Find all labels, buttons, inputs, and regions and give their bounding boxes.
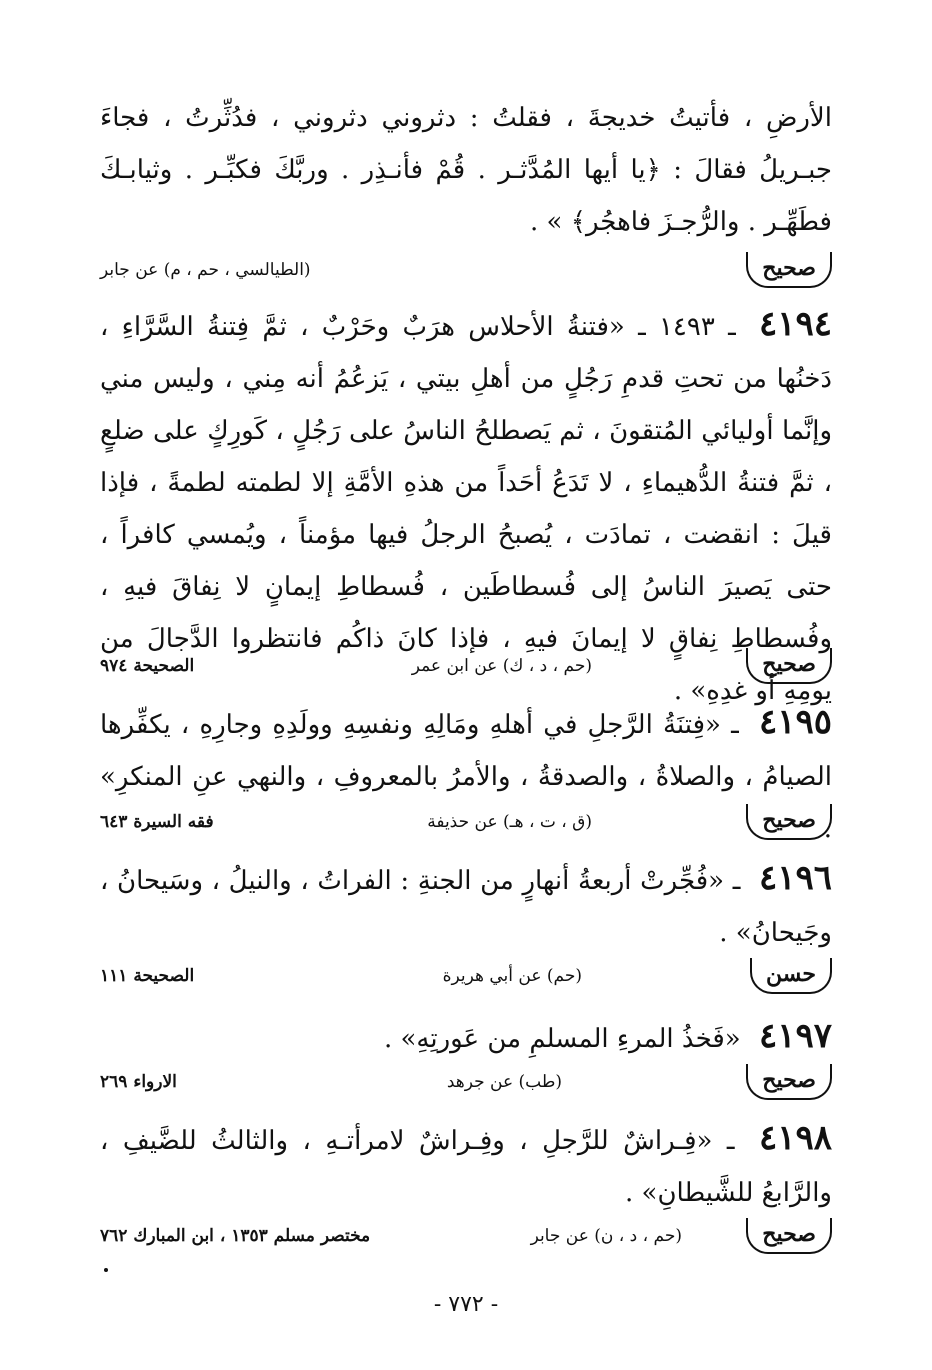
hadith-4196-block xyxy=(100,852,832,959)
hadith-reference: مختصر مسلم ١٣٥٣ ، ابن المبارك ٧٦٢ xyxy=(100,1226,371,1246)
hadith-reference: الصحيحة ١١١ xyxy=(100,966,195,986)
hadith-4197-text: «فَخذُ المرءِ المسلمِ من عَورتِهِ» . xyxy=(384,1024,741,1054)
hadith-source: (حم) عن أبي هريرة xyxy=(442,966,582,986)
grade-badge: صحيح xyxy=(746,804,832,840)
hadith-4198-text: ـ «فِـراشٌ للرَّجلِ ، وفِـراشٌ لامرأتـهِ ، والثالثُ للضَّيفِ ، والرَّابعُ للشَّيطانِ» . xyxy=(100,1126,832,1208)
grade-badge: حسن xyxy=(750,958,832,994)
grade-badge: صحيح xyxy=(746,1064,832,1100)
hadith-4194-source-line xyxy=(100,646,832,690)
hadith-4196-text: ـ «فُجِّرتْ أربعةُ أنهارٍ من الجنةِ : الفراتُ ، والنيلُ ، وسَيحانُ ، وجَيحانُ» . xyxy=(100,866,832,948)
hadith-4195-source-line xyxy=(100,802,832,846)
hadith-4198-source-line xyxy=(100,1216,832,1260)
hadith-4197-source-line xyxy=(100,1062,832,1106)
hadith-number: ٤١٩٦ xyxy=(758,858,833,898)
hadith-reference: فقه السيرة ٦٤٣ xyxy=(100,812,214,832)
hadith-4193-block xyxy=(100,92,832,248)
hadith-4193-source-line xyxy=(100,250,832,294)
hadith-4198-paragraph xyxy=(100,1112,832,1219)
hadith-number: ٤١٩٨ xyxy=(758,1118,833,1158)
hadith-source: (حم ، د ، ك) عن ابن عمر xyxy=(411,656,592,676)
hadith-source: (ق ، ت ، هـ) عن حذيفة xyxy=(427,812,592,832)
hadith-source: (الطيالسي ، حم ، م) عن جابر xyxy=(100,260,311,280)
hadith-4197-paragraph xyxy=(100,1010,832,1065)
grade-badge: صحيح xyxy=(746,1218,832,1254)
hadith-4196-paragraph xyxy=(100,852,832,959)
grade-badge: صحيح xyxy=(746,252,832,288)
hadith-4194-text: «فتنةُ الأحلاس هرَبٌ وحَرْبٌ ، ثمَّ فِتنةُ السَّرَّاءِ ، دَخنُها من تحتِ قدمِ رَجُلٍ من أهلِ بيتي ، يَزعُمُ أنه مِني ، وليس مني وإنَّما أوليائي المُتقونَ ، ثم يَصطلحُ الناسُ على رَجُلٍ ، كَورِكٍ على ضلعٍ ، ثمَّ فتنةُ الدُّهيماءِ ، لا تَدَعُ أحَداً من هذهِ الأمَّةِ إلا لطمته لطمةً ، فإذا قيلَ : انقضت ، تمادَت ، يُصبحُ الرجلُ فيها مؤمناً ، ويُمسي كافراً ، حتى يَصيرَ الناسُ إلى فُسطاطَين ، فُسطاطِ إيمانٍ لا نِفاقَ فيهِ ، وفُسطاطِ نِفاقٍ لا إيمانَ فيهِ ، فإذا كانَ ذاكُم فانتظروا الدَّجالَ من يومِهِ أو غدِهِ» . xyxy=(100,312,832,706)
hadith-number: ٤١٩٤ xyxy=(758,304,832,344)
hadith-source: (حم ، د ، ن) عن جابر xyxy=(530,1226,682,1246)
page-number: - ٧٧٢ - xyxy=(433,1292,499,1317)
hadith-reference: الارواء ٢٦٩ xyxy=(100,1072,177,1092)
hadith-4193-text: الأرضِ ، فأتيتُ خديجةَ ، فقلتُ : دثروني دثروني ، فدُثِّرتُ ، فجاءَ جبـريلُ فقالَ : ﴿يا أيها المُدَّثـر . قُمْ فأنـذِر . وربَّكَ فكبِّـر . وثيابـكَ فطَهِّـر . والرُّجـزَ فاهجُر﴾ » . xyxy=(100,103,832,237)
hadith-4197-block xyxy=(100,1010,832,1065)
hadith-number: ٤١٩٥ xyxy=(758,702,832,742)
grade-badge: صحيح xyxy=(746,648,832,684)
hadith-number: ٤١٩٧ xyxy=(758,1016,832,1056)
hadith-reference: الصحيحة ٩٧٤ xyxy=(100,656,195,676)
hadith-4198-block xyxy=(100,1112,832,1219)
hadith-alt-number: ـ ١٤٩٣ ـ xyxy=(638,312,736,342)
hadith-source: (طب) عن جرهد xyxy=(446,1072,562,1092)
hadith-4195-text: ـ «فِتنَةُ الرَّجلِ في أهلهِ ومَالِهِ ونفسِهِ وولَدِهِ وجارِهِ ، يكفِّرها الصيامُ ، والصلاةُ ، والصدقةُ ، والأمرُ بالمعروفِ ، والنهي عنِ المنكرِ» . xyxy=(100,710,832,844)
hadith-4196-source-line xyxy=(100,956,832,1000)
ink-speck xyxy=(104,1268,108,1272)
